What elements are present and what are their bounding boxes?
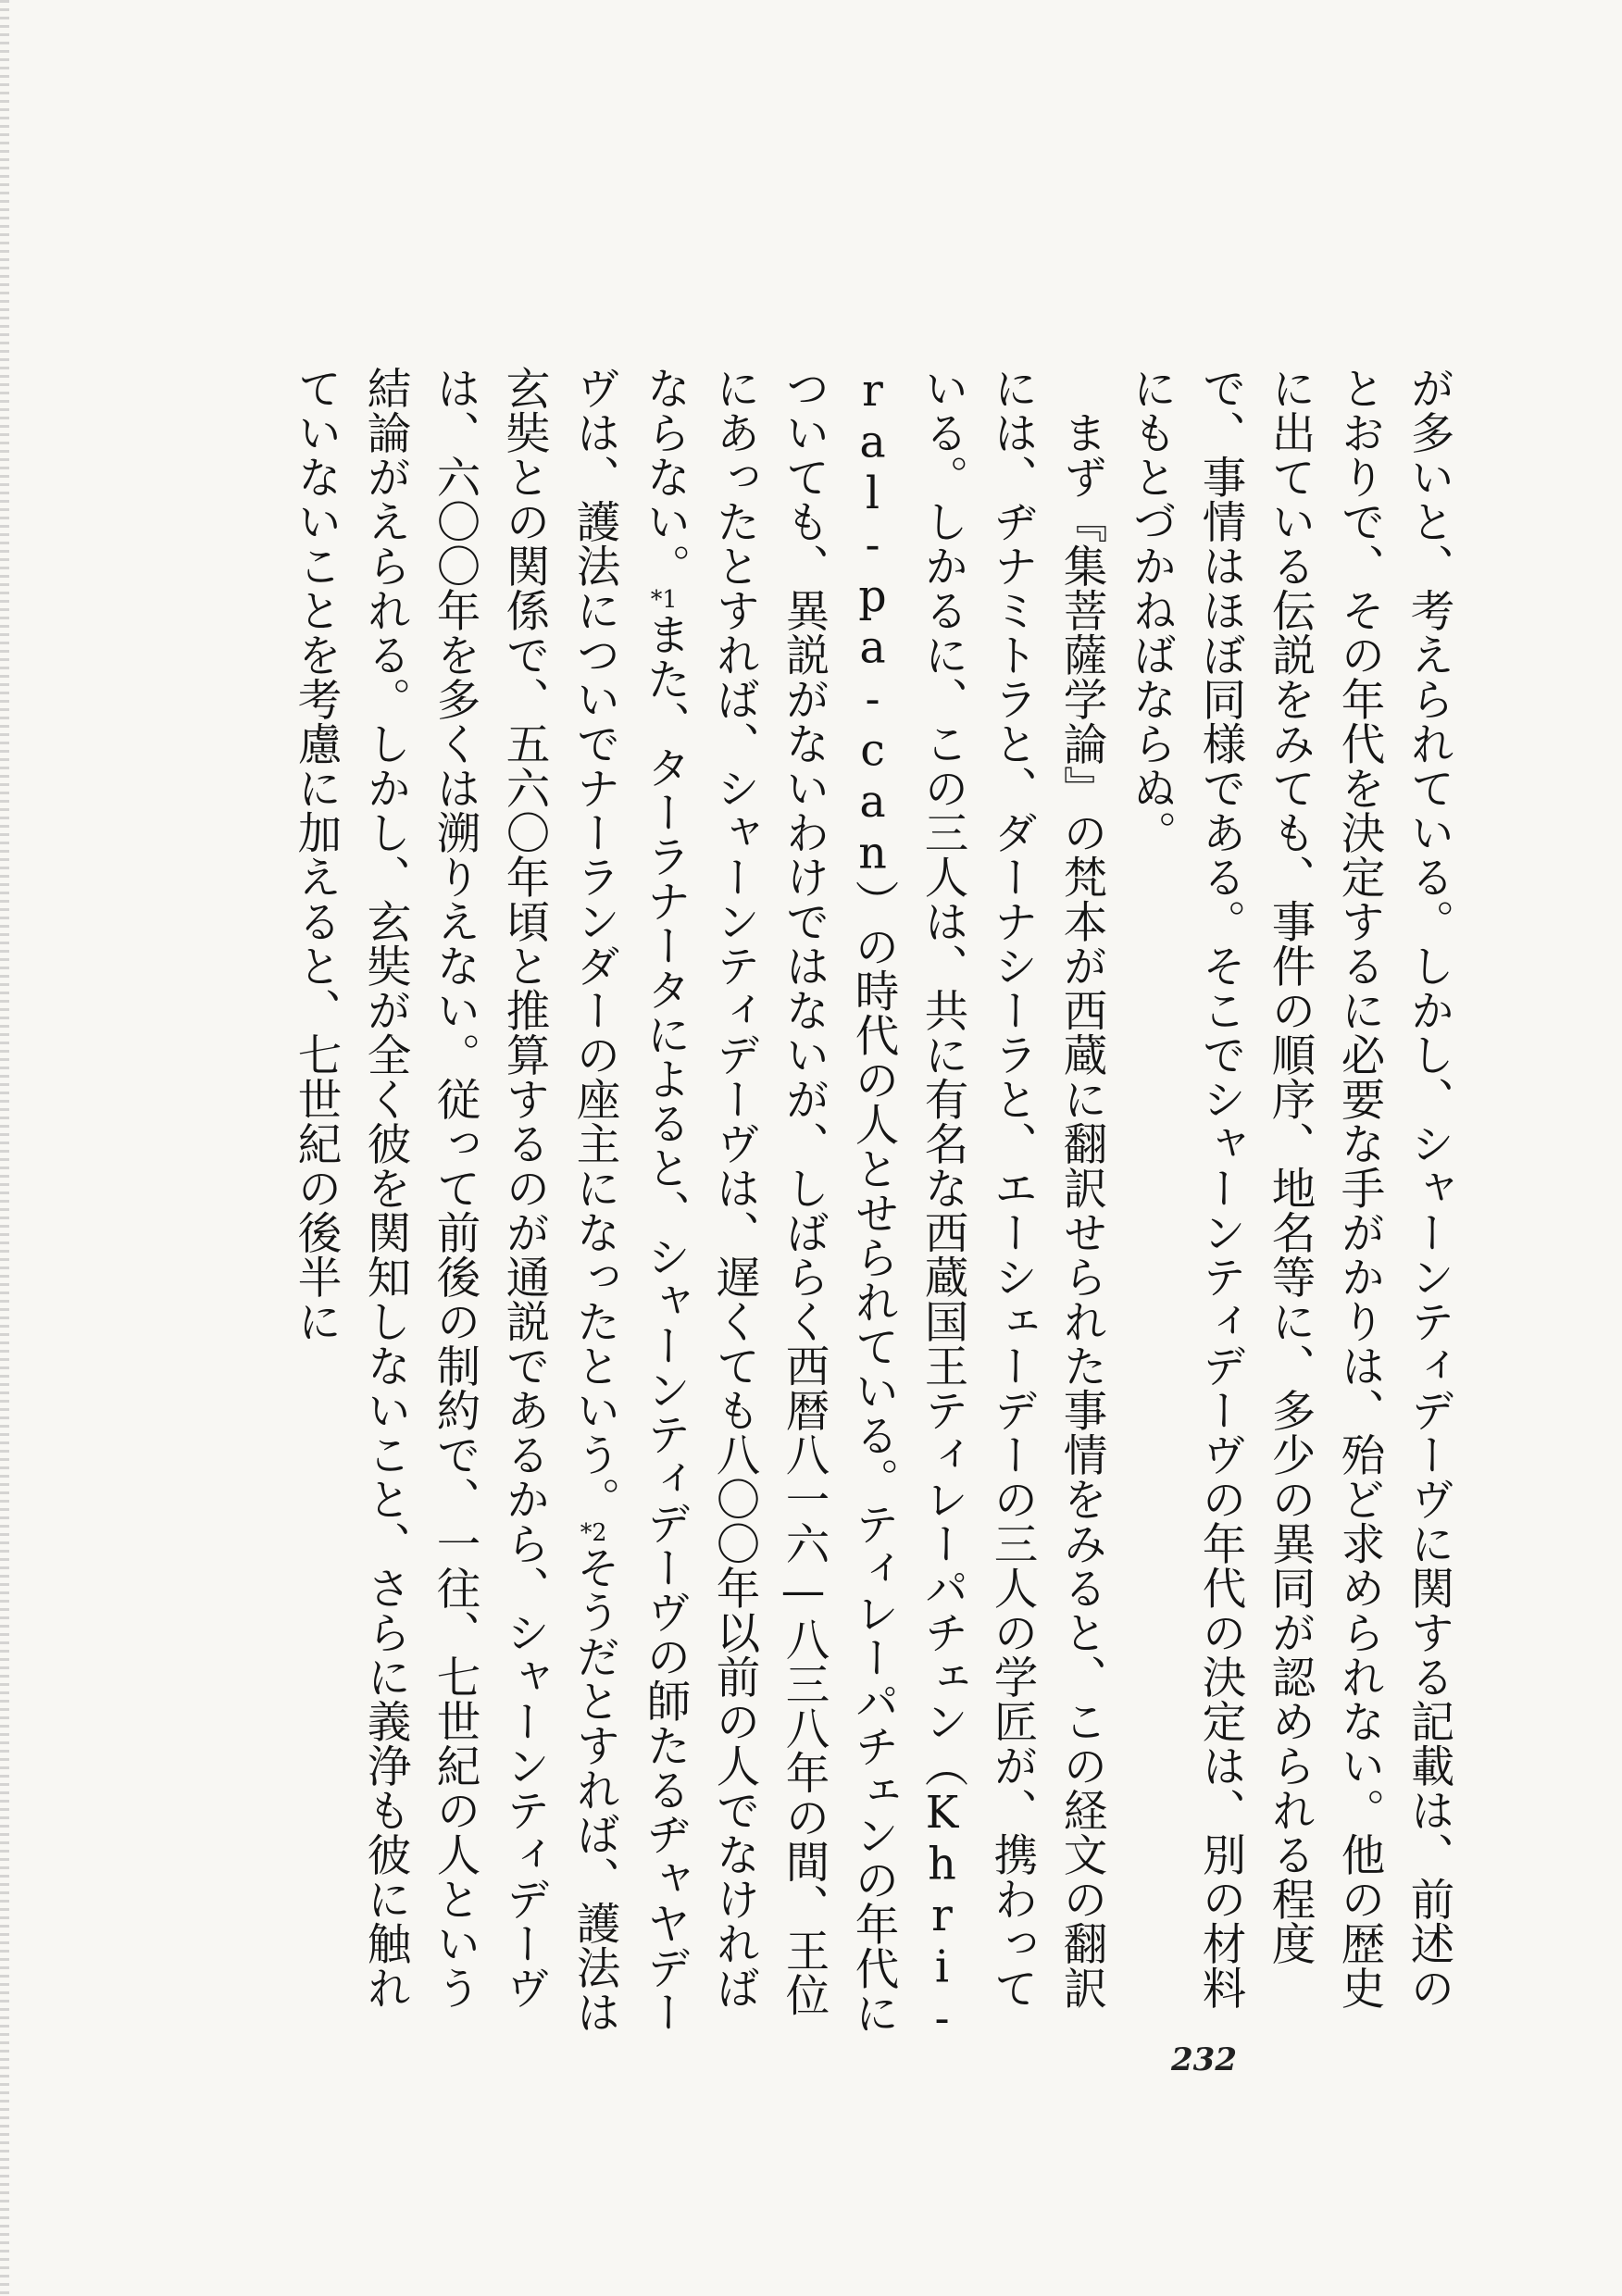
paragraph-2 [281,366,1116,2051]
paragraph-2-part-3: そうだとすれば、護法は玄奘との関係で、五六〇年頃と推算するのが通説であるから、シャーンティデーヴは、六〇〇年を多くは溯りえない。従って前後の制約で、一往、七世紀の人という結論がえられる。しかし、玄奘が全く彼を関知しないこと、さらに義浄も彼に触れていないことを考慮に加えると、七世紀の後半に [290,366,619,2035]
body-text [176,366,1463,2051]
page-number: 232 [1171,2041,1237,2078]
footnote-marker-2: *2 [580,1521,607,1546]
paragraph-2-part-2: また、ターラナータによると、シャーンティデーヴの師たるヂャヤデーヴは、護法についでナーランダーの座主になったという。 [568,366,690,2035]
paragraph-1: が多いと、考えられている。しかし、シャーンティデーヴに関する記載は、前述のとおりで、その年代を決定するに必要な手がかりは、殆ど求められない。他の歴史に出ている伝説をみても、事件の順序、地名等に、多少の異同が認められる程度で、事情はほぼ同様である。そこでシャーンティデーヴの年代の決定は、別の材料にもとづかねばならぬ。 [1125,366,1454,2010]
footnote-marker-1: *1 [650,588,678,613]
paragraph-2-part-1: まず『集菩薩学論』の梵本が西蔵に翻訳せられた事情をみると、この経文の翻訳には、ヂナミトラと、ダーナシーラと、エーシェーデーの三人の学匠が、携わっている。しかるに、この三人は、共に有名な西蔵国王ティレーパチェン（Khri-ral-pa-can）の時代の人とせられている。ティレーパチェンの年代についても、異説がないわけではないが、しばらく西暦八一六—八三八年の間、王位にあったとすれば、シャーンティデーヴは、遅くても八〇〇年以前の人でなければならない。 [639,366,1106,2045]
binding-edge [0,0,9,2296]
